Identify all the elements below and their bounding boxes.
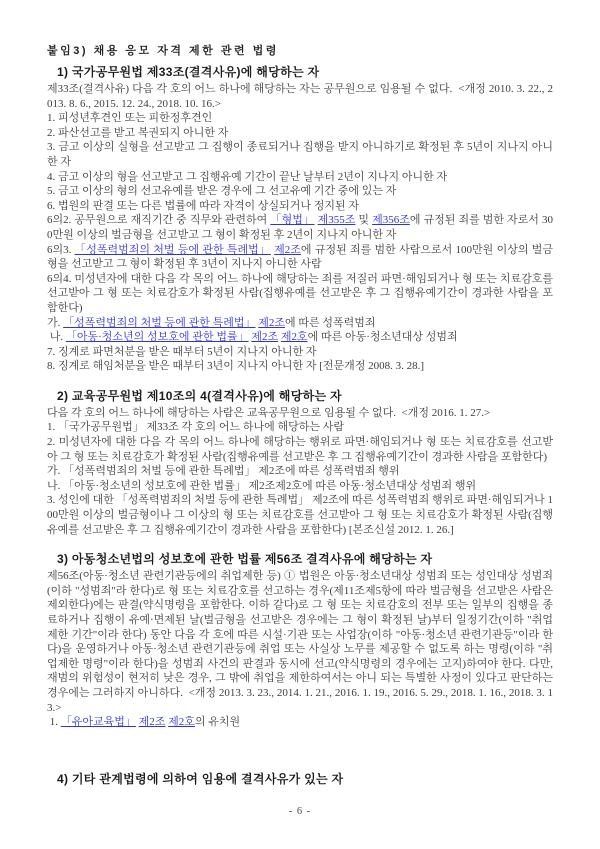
text-segment: 나. 「아동·청소년의 성보호에 관한 법률」 제2조제2호에 따른 아동·청소년대상 성범죄 행위 — [47, 479, 477, 492]
text-segment: 에 규정된 죄를 범한 사람으로서 100만원 이상의 벌금형을 선고받고 그 형이 확정된 후 3년이 지나지 아니한 사람 — [47, 243, 553, 271]
law-reference-link[interactable]: 제2조 — [274, 243, 301, 256]
paragraph — [47, 111, 553, 126]
paragraph — [47, 569, 556, 715]
paragraph — [47, 272, 556, 316]
law-reference-link[interactable]: 「유아교육법」 — [60, 716, 136, 729]
paragraph — [47, 170, 553, 185]
law-reference-link[interactable]: 「아동·청소년의 성보호에 관한 법률」 — [65, 331, 249, 344]
paragraph — [47, 420, 553, 435]
section-heading: 2) 교육공무원법 제10조의 4(결격사유)에 해당하는 자 — [57, 388, 342, 403]
paragraph — [47, 316, 553, 331]
law-section — [47, 550, 556, 730]
paragraph — [47, 435, 553, 464]
text-segment: 3. 금고 이상의 실형을 선고받고 그 집행이 종료되거나 집행을 받지 아니하기로 확정된 후 5년이 지나지 아니한 자 — [47, 141, 553, 168]
page-number: - 6 - — [288, 806, 312, 817]
law-reference-link[interactable]: 제2호 — [280, 331, 308, 344]
page-title: 붙임3) 채용 응모 자격 제한 관련 법령 — [47, 45, 279, 57]
paragraph — [47, 82, 553, 111]
text-segment: 2. 파산선고를 받고 복권되지 아니한 자 — [47, 126, 229, 139]
text-segment: 1. — [47, 716, 61, 729]
text-segment: 8. 징계로 해임처분을 받은 때부터 3년이 지나지 아니한 자 [전문개정 2008. 3. 28.] — [47, 360, 425, 373]
paragraph — [47, 199, 553, 214]
paragraph — [47, 184, 553, 199]
paragraph — [47, 493, 553, 537]
law-section — [47, 63, 556, 374]
text-segment: 에 규정된 죄를 범한 자로서 300만원 이상의 벌금형을 선고받고 그 형이 확정된 후 2년이 지나지 아니한 자 — [47, 214, 553, 241]
law-reference-link[interactable]: 제2조 — [138, 716, 166, 729]
paragraph — [47, 213, 553, 242]
text-segment: 1. 「국가공무원법」 제33조 각 호의 어느 하나에 해당하는 사람 — [47, 421, 345, 434]
text-segment: 6의3. — [47, 243, 75, 256]
text-segment: 5. 금고 이상의 형의 선고유예를 받은 경우에 그 선고유예 기간 중에 있는 자 — [47, 185, 397, 198]
paragraph — [47, 140, 553, 169]
text-segment: 가. — [47, 316, 64, 329]
document-body — [47, 63, 556, 787]
law-reference-link[interactable]: 「형법」 — [270, 214, 315, 227]
paragraph — [47, 330, 553, 345]
text-segment: 6의4. 미성년자에 대한 다음 각 목의 어느 하나에 해당하는 죄를 저질러 파면·해임되거나 형 또는 치료감호를 선고받아 그 형 또는 치료감호가 확정된 사람(집행유예를 선고받은 후 그 집행유예기간이 경과한 사람을 포함한다) — [47, 272, 556, 314]
text-segment: 제56조(아동·청소년 관련기관등에의 취업제한 등) ① 법원은 아동·청소년대상 성범죄 또는 성인대상 성범죄(이하 "성범죄"라 한다)로 형 또는 치료감호를 선고하는 경우(제11조제5항에 따라 벌금형을 선고받은 사람은 제외한다)에는 판결(약식명령을 포함한다. 이하 같다)로 그 형 또는 치료감호의 전부 또는 일부의 집행을 종료하거나 집행이 유예·면제된 날(벌금형을 선고받은 경우에는 그 형이 확정된 날)부터 일정기간(이하 "취업제한 기간"이라 한다) 동안 다음 각 호에 따른 시설·기관 또는 사업장(이하 "아동·청소년 관련기관등"이라 한다)을 운영하거나 아동·청소년 관련기관등에 취업 또는 사실상 노무를 제공할 수 없도록 하는 명령(이하 "취업제한 명령"이라 한다)을 성범죄 사건의 판결과 동시에 선고(약식명령의 경우에는 고지)하여야 한다. 다만, 재범의 위험성이 현저히 낮은 경우, 그 밖에 취업을 제한하여서는 아니 되는 특별한 사정이 있다고 판단하는 경우에는 그러하지 아니하다. <개정 2013. 3. 23., 2014. 1. 21., 2016. 1. 19., 2016. 5. 29., 2018. 1. 16., 2018. 3. 13.> — [47, 570, 556, 714]
law-reference-link[interactable]: 제2호 — [168, 716, 195, 729]
text-segment: 가. 「성폭력범죄의 처벌 등에 관한 특례법」 제2조에 따른 성폭력범죄 행위 — [47, 465, 400, 478]
law-reference-link[interactable]: 「성폭력범죄의 처벌 등에 관한 특례법」 — [63, 316, 256, 329]
law-section — [47, 387, 553, 537]
text-segment: 나. — [47, 331, 66, 344]
law-reference-link[interactable]: 「성폭력범죄의 처벌 등에 관한 특례법」 — [74, 243, 271, 256]
law-reference-link[interactable]: 제2조 — [258, 316, 286, 329]
text-segment: 및 — [355, 214, 373, 227]
law-reference-link[interactable]: 제355조 — [317, 214, 356, 227]
paragraph — [47, 126, 553, 141]
text-segment: 1. 피성년후견인 또는 피한정후견인 — [47, 112, 213, 125]
text-segment: 의 유치원 — [194, 716, 241, 729]
section-heading: 1) 국가공무원법 제33조(결격사유)에 해당하는 자 — [57, 65, 320, 79]
text-segment: 3. 성인에 대한 「성폭력범죄의 처벌 등에 관한 특례법」 제2조에 따른 성폭력범죄 행위로 파면·해임되거나 100만원 이상의 벌금형이나 그 이상의 형 또는 치료감호를 선고받아 그 형 또는 치료감호가 확정된 사람(집행유예를 선고받은 후 그 집행유예기간이 경과한 사람을 포함한다) [본조신설 2012. 1. 26.] — [47, 494, 553, 536]
text-segment: 6. 법원의 판결 또는 다른 법률에 따라 자격이 상실되거나 정지된 자 — [47, 199, 360, 212]
paragraph — [47, 359, 553, 374]
paragraph — [47, 243, 553, 272]
law-section — [47, 770, 553, 787]
text-segment: 2. 미성년자에 대한 다음 각 목의 어느 하나에 해당하는 행위로 파면·해임되거나 형 또는 치료감호를 선고받아 그 형 또는 치료감호가 확정된 사람(집행유예를 선고받은 후 그 집행유예기간이 경과한 사람을 포함한다) — [47, 436, 553, 463]
text-segment: 에 따른 아동·청소년대상 성범죄 — [307, 331, 458, 344]
paragraph — [47, 479, 553, 494]
text-segment: 4. 금고 이상의 형을 선고받고 그 집행유예 기간이 끝난 날부터 2년이 지나지 아니한 자 — [47, 170, 448, 183]
paragraph — [47, 406, 553, 421]
text-segment: 다음 각 호의 어느 하나에 해당하는 사람은 교육공무원으로 임용될 수 없다. <개정 2016. 1. 27.> — [47, 406, 491, 419]
section-heading: 3) 아동청소년법의 성보호에 관한 법률 제56조 결격사유에 해당하는 자 — [57, 552, 433, 567]
law-reference-link[interactable]: 제356조 — [372, 214, 410, 227]
paragraph — [47, 464, 553, 479]
text-segment: 에 따른 성폭력범죄 — [285, 316, 376, 329]
text-segment: 6의2. 공무원으로 재직기간 중 직무와 관련하여 — [47, 214, 271, 227]
section-heading: 4) 기타 관계법령에 의하여 임용에 결격사유가 있는 자 — [57, 771, 344, 786]
paragraph — [47, 345, 553, 360]
text-segment: 제33조(결격사유) 다음 각 호의 어느 하나에 해당하는 자는 공무원으로 임용될 수 없다. <개정 2010. 3. 22., 2013. 8. 6., 2015. 12. 24., 2018. 10. 16.> — [47, 83, 553, 110]
paragraph — [47, 715, 553, 730]
law-reference-link[interactable]: 제2조 — [251, 331, 279, 344]
text-segment: 7. 징계로 파면처분을 받은 때부터 5년이 지나지 아니한 자 — [47, 345, 317, 358]
